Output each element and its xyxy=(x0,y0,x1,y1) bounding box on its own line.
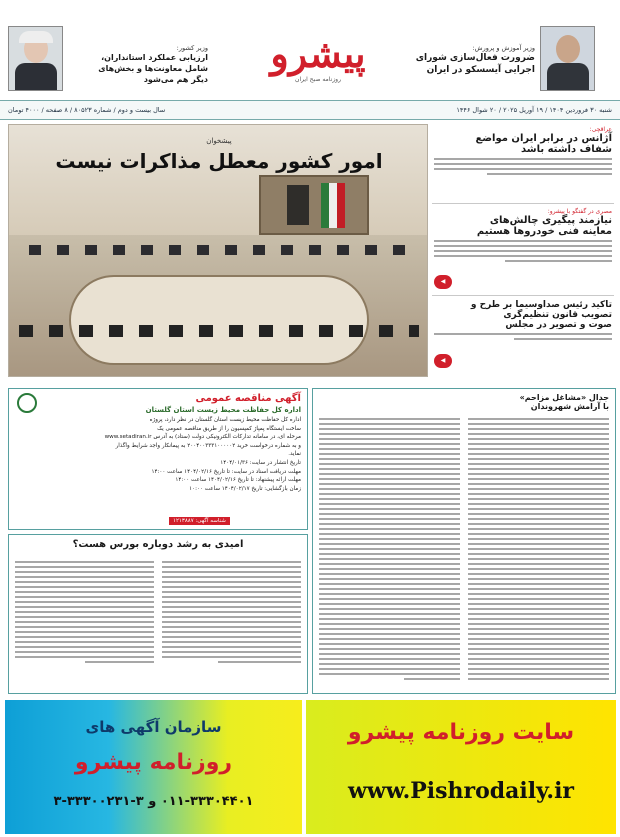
issue-text: سال بیست و دوم / شماره ۸۰۵۲۳ / ۸ صفحه / ۴۰۰۰ تومان xyxy=(8,106,166,114)
tender-line-1: اداره کل حفاظت محیط زیست استان گلستان در نظر دارد، پروژه xyxy=(149,417,301,423)
read-more-icon[interactable]: ◀ xyxy=(434,275,452,289)
side-story-3-headline-2: تصویب قانون تنظیم‌گری xyxy=(503,310,612,320)
right-teaser-kicker: وزیر آموزش و پرورش: xyxy=(472,44,535,52)
main-story-kicker: پیشخوان xyxy=(206,137,232,145)
tender-line-3: مرحله ای، در سامانه تدارکات الکترونیکی دولت (ستاد) به آدرس www.setadiran.ir xyxy=(104,434,301,441)
main-story-headline[interactable]: امور کشور معطل مذاکرات نیست xyxy=(55,149,383,173)
tender-line-2: ساخت ایستگاه پمپاژ کمپسیون را از طریق مناقصه عمومی یک xyxy=(157,425,301,432)
ads-department-banner xyxy=(5,700,302,834)
side-story-1-headline-2: شفاف داشته باشد xyxy=(520,144,612,155)
side-story-1[interactable] xyxy=(432,122,614,204)
bourse-headline[interactable]: امیدی به رشد دوباره بورس هست؟ xyxy=(72,539,244,550)
website-banner xyxy=(306,700,616,834)
editorial-body-col-1 xyxy=(468,415,609,683)
side-story-2-body xyxy=(434,240,612,262)
date-issue-bar xyxy=(0,100,620,120)
left-teaser-kicker: وزیر کشور: xyxy=(176,44,208,52)
editorial-header xyxy=(475,389,615,415)
bourse-article xyxy=(8,534,308,694)
tender-line-8: مهلت ارائه پیشنهاد: تا تاریخ ۱۴۰۴/۰۲/۱۶ ساعت ۱۴:۰۰ xyxy=(175,477,301,484)
side-story-1-kicker: عراقچی: xyxy=(589,126,612,133)
side-story-3-body xyxy=(434,333,612,340)
editorial-kicker[interactable]: جدال «مشاغل مزاحم» xyxy=(519,393,609,402)
bourse-body-col-2 xyxy=(15,558,154,666)
left-teaser-line-3: دیگر هم می‌شود xyxy=(143,75,208,84)
tender-ad xyxy=(8,388,308,530)
ads-phone[interactable]: ۰۱۱-۳۳۳۰۴۴۰۱ و ۳-۳۳۳۰۰۲۳۱-۳ xyxy=(53,794,254,809)
tender-line-7: مهلت دریافت اسناد در سایت: تا تاریخ ۱۴۰۴/۰۲/۱۶ ساعت ۱۴:۰۰ xyxy=(151,468,301,475)
right-teaser xyxy=(410,44,535,76)
tender-id-badge: شناسه آگهی: ۱۲۱۳۸۸۷ xyxy=(169,517,230,525)
environment-logo-icon xyxy=(17,393,37,413)
tender-org: اداره کل حفاظت محیط زیست استان گلستان xyxy=(145,406,301,414)
date-text: شنبه ۳۰ فروردین ۱۴۰۴ / ۱۹ آوریل ۲۰۲۵ / ۲۰ شوال ۱۴۴۶ xyxy=(456,106,612,114)
masthead xyxy=(0,0,620,100)
left-teaser-line-2: شامل معاونت‌ها و بخش‌های xyxy=(98,64,208,73)
bourse-body-col-1 xyxy=(162,558,301,666)
side-story-3-headline-1: تاکید رئیس صداوسیما بر طرح و xyxy=(470,300,612,310)
ads-title: سازمان آگهی های xyxy=(85,718,222,736)
editorial-headline[interactable]: با آرامش شهروندان xyxy=(530,402,609,411)
side-story-1-body xyxy=(434,158,612,175)
website-url[interactable]: www.Pishrodaily.ir xyxy=(347,778,575,804)
main-story-photo xyxy=(8,124,428,377)
tender-line-5: نماید. xyxy=(288,451,301,458)
tender-line-4: و به شماره درخواست خرید ۲۰۰۴۰۰۳۳۳۱۰۰۰۰۰۲ به پیمانکار واجد شرایط واگذار xyxy=(115,442,301,449)
side-story-3[interactable] xyxy=(432,296,614,374)
side-story-2[interactable] xyxy=(432,204,614,296)
minister-photo-left xyxy=(8,26,63,91)
website-title: سایت روزنامه پیشرو xyxy=(347,720,575,745)
side-story-2-kicker: مصری در گفتگو با پیشرو: xyxy=(547,208,612,215)
right-teaser-line-1: ضرورت فعال‌سازی شورای xyxy=(415,53,535,63)
right-teaser-line-2: اجرایی آیسسکو در ایران xyxy=(426,65,535,75)
tender-body xyxy=(9,414,307,495)
editorial-article xyxy=(312,388,616,694)
tender-line-6: تاریخ انتشار در سایت: ۱۴۰۴/۰۱/۳۶ xyxy=(220,459,301,466)
masthead-logo xyxy=(258,31,378,83)
tender-line-9: زمان بازگشایی: تاریخ ۱۴۰۴/۰۲/۱۷ ساعت ۱۰:۰۰ xyxy=(189,485,301,492)
left-teaser xyxy=(68,44,208,85)
main-story-header xyxy=(9,137,428,173)
minister-photo-right xyxy=(540,26,595,91)
side-stories xyxy=(432,122,614,375)
ads-name: روزنامه پیشرو xyxy=(74,750,233,775)
tender-title: آگهی مناقصه عمومی xyxy=(195,393,301,404)
logo-tagline: روزنامه صبح ایران xyxy=(295,76,341,83)
side-story-1-headline-1: آژانس در برابر ایران مواضع xyxy=(475,133,612,144)
logo-text: پیشرو xyxy=(270,31,366,76)
read-more-icon[interactable]: ◀ xyxy=(434,354,452,368)
side-story-3-headline-3: صوت و تصویر در مجلس xyxy=(505,320,612,330)
editorial-body-col-2 xyxy=(319,415,460,683)
left-teaser-line-1: ارزیابی عملکرد استانداران، xyxy=(101,53,208,62)
side-story-2-headline-1: نیازمند پیگیری چالش‌های xyxy=(489,215,612,226)
side-story-2-headline-2: معاینه فنی خودروها هستیم xyxy=(476,226,612,237)
